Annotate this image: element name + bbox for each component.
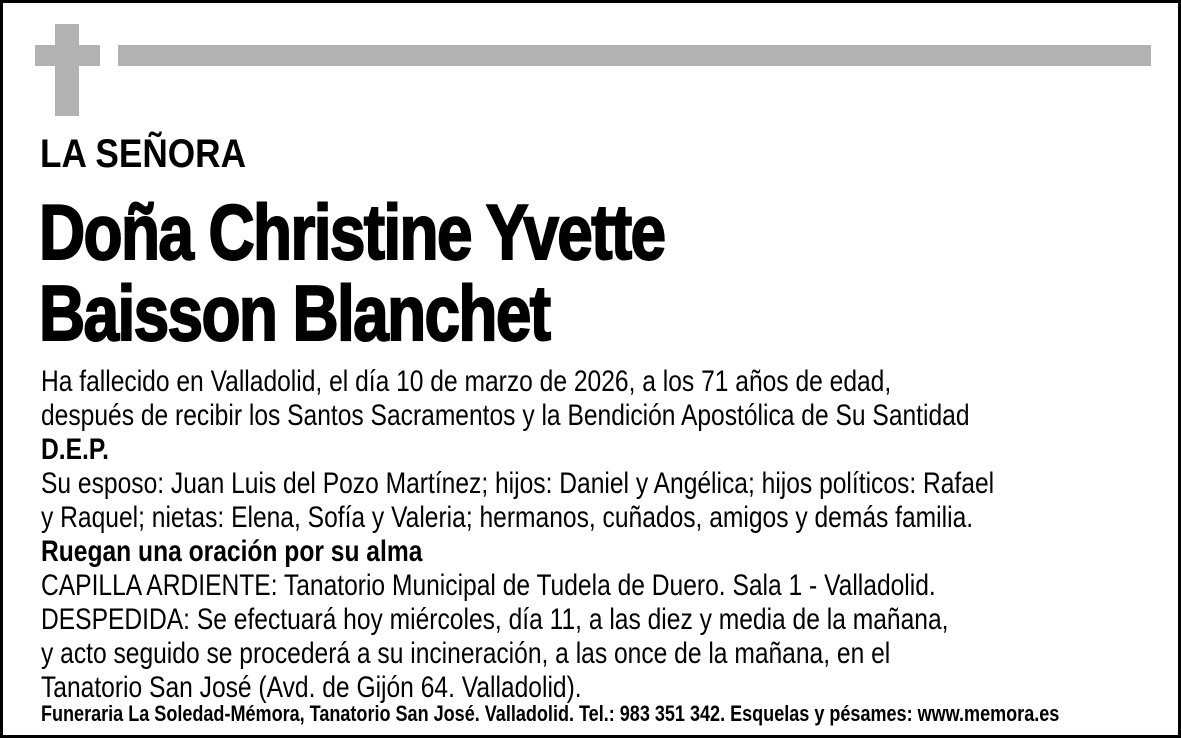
dep-abbreviation: D.E.P. [41, 433, 109, 466]
despedida-line1: DESPEDIDA: Se efectuará hoy miércoles, día 11, a las diez y media de la mañana, [41, 603, 949, 636]
deceased-name-title [39, 188, 802, 357]
despedida-line3: Tanatorio San José (Avd. de Gijón 64. Valladolid). [41, 671, 582, 704]
family-line1: Su esposo: Juan Luis del Pozo Martínez; hijos: Daniel y Angélica; hijos políticos: Rafael [41, 467, 995, 500]
family-line2: y Raquel; nietas: Elena, Sofía y Valeria; hermanos, cuñados, amigos y demás familia. [41, 501, 974, 534]
prayer-request: Ruegan una oración por su alma [41, 535, 423, 568]
capilla-ardiente-info: CAPILLA ARDIENTE: Tanatorio Municipal de Tudela de Duero. Sala 1 - Valladolid. [41, 569, 936, 602]
funeral-home-footer-text: Funeraria La Soledad-Mémora, Tanatorio San José. Valladolid. Tel.: 983 351 342. Esquelas y pésames: www.memora.es [41, 701, 1060, 726]
header-divider-bar [118, 45, 1151, 66]
deceased-name-line1: Doña Christine Yvette [39, 188, 665, 276]
salutation-heading [40, 134, 274, 174]
funeral-home-footer [41, 702, 1181, 726]
cross-icon-vertical-arm [55, 24, 79, 116]
cross-icon-horizontal-arm [35, 45, 100, 66]
deceased-name-line2: Baisson Blanchet [39, 269, 550, 357]
announcement-line1: Ha fallecido en Valladolid, el día 10 de marzo de 2026, a los 71 años de edad, [41, 365, 892, 398]
salutation-text: LA SEÑORA [40, 132, 247, 176]
notice-body [41, 365, 1181, 705]
announcement-line2: después de recibir los Santos Sacramentos y la Bendición Apostólica de Su Santidad [41, 399, 970, 432]
despedida-line2: y acto seguido se procederá a su incineración, a las once de la mañana, en el [41, 637, 891, 670]
